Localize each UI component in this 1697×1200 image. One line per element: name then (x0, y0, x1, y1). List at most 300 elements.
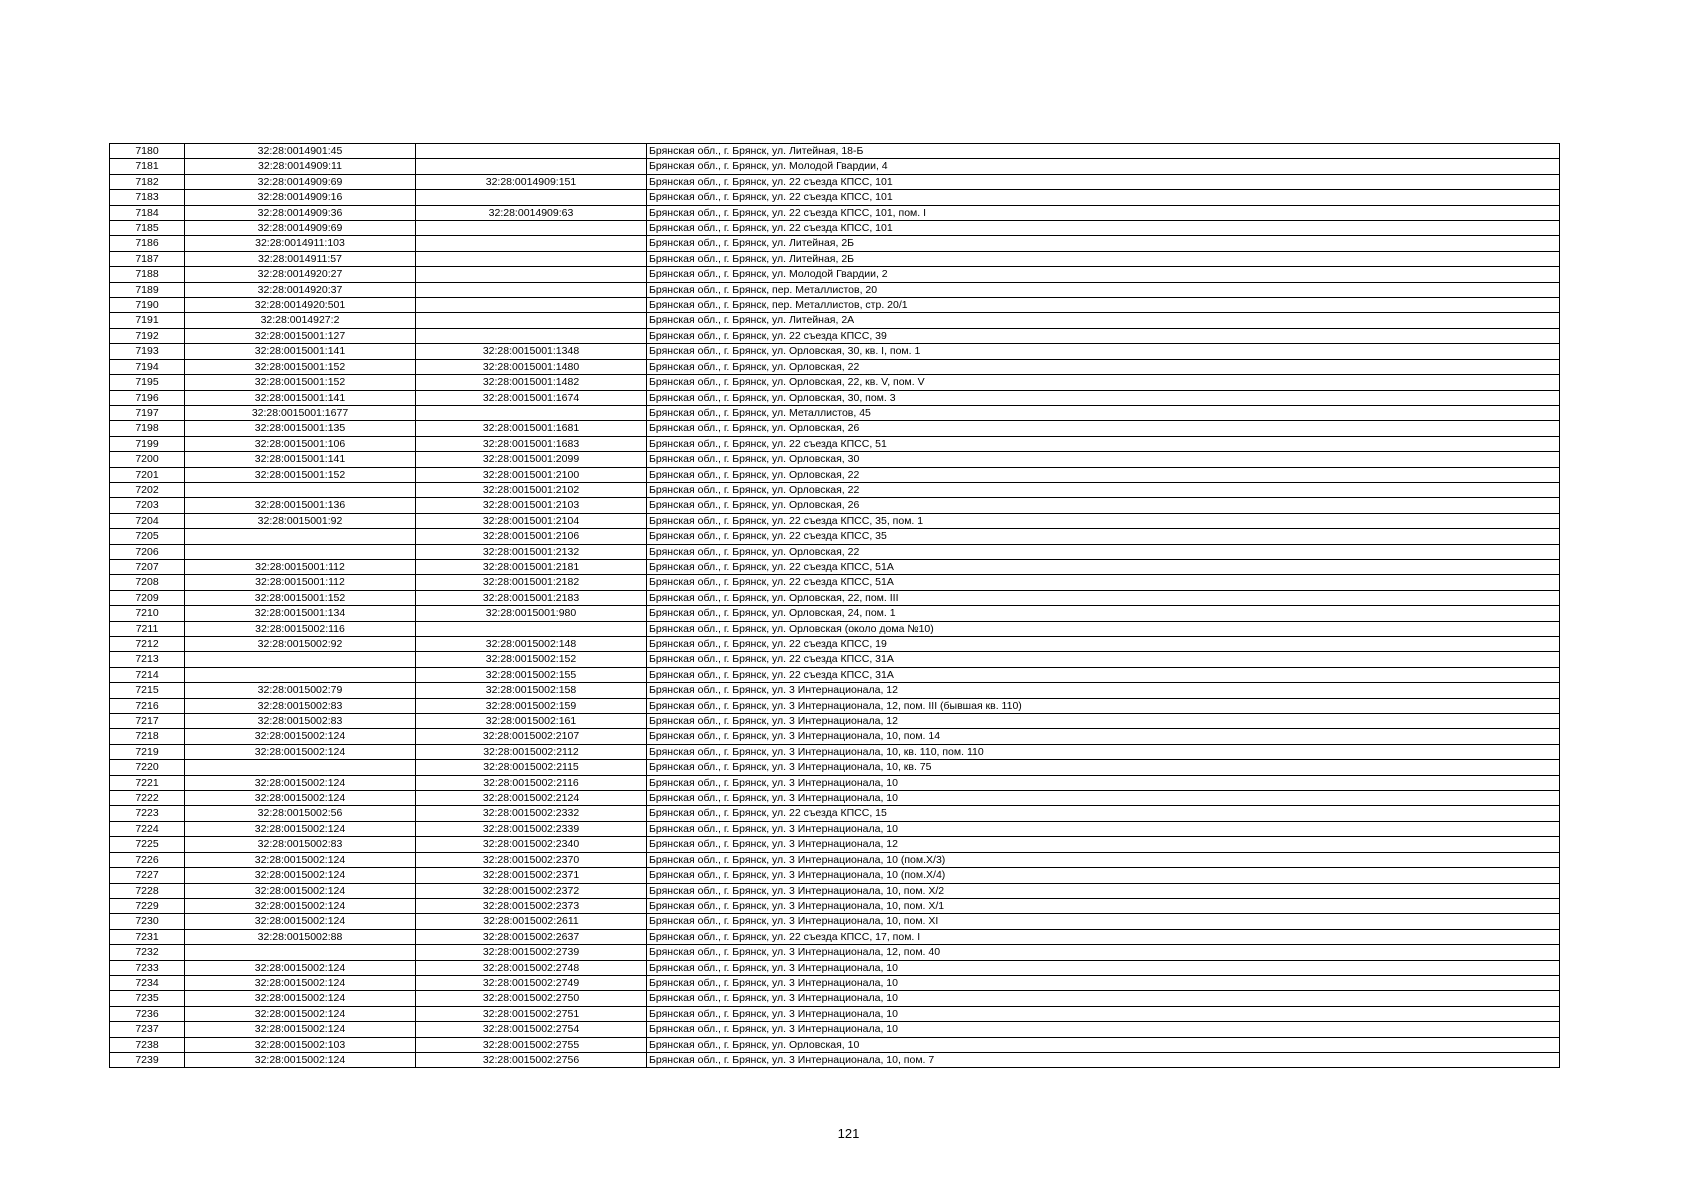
row-number-cell: 7202 (110, 482, 185, 497)
cadastral-number-cell: 32:28:0015002:124 (185, 821, 416, 836)
address-cell: Брянская обл., г. Брянск, ул. 22 съезда КПСС, 31А (647, 667, 1560, 682)
address-cell: Брянская обл., г. Брянск, ул. 3 Интернационала, 10, пом. X/1 (647, 898, 1560, 913)
row-number-cell: 7224 (110, 821, 185, 836)
premises-cadastral-number-cell: 32:28:0015002:2749 (416, 975, 647, 990)
cadastral-number-cell: 32:28:0015001:152 (185, 590, 416, 605)
premises-cadastral-number-cell (416, 221, 647, 236)
table-row (110, 667, 1560, 682)
table-row (110, 760, 1560, 775)
premises-cadastral-number-cell: 32:28:0015001:2100 (416, 467, 647, 482)
premises-cadastral-number-cell: 32:28:0015001:2183 (416, 590, 647, 605)
row-number-cell: 7187 (110, 251, 185, 266)
table-row (110, 914, 1560, 929)
address-cell: Брянская обл., г. Брянск, ул. 22 съезда КПСС, 35, пом. 1 (647, 513, 1560, 528)
row-number-cell: 7206 (110, 544, 185, 559)
premises-cadastral-number-cell (416, 159, 647, 174)
cadastral-number-cell: 32:28:0014920:27 (185, 267, 416, 282)
row-number-cell: 7239 (110, 1052, 185, 1067)
address-cell: Брянская обл., г. Брянск, ул. Орловская, 26 (647, 421, 1560, 436)
address-cell: Брянская обл., г. Брянск, ул. 3 Интернационала, 12, пом. III (бывшая кв. 110) (647, 698, 1560, 713)
premises-cadastral-number-cell (416, 621, 647, 636)
table-row (110, 714, 1560, 729)
address-cell: Брянская обл., г. Брянск, ул. 22 съезда КПСС, 101 (647, 221, 1560, 236)
cadastral-number-cell: 32:28:0015001:92 (185, 513, 416, 528)
cadastral-number-cell: 32:28:0015001:152 (185, 359, 416, 374)
cadastral-number-cell: 32:28:0015002:116 (185, 621, 416, 636)
cadastral-number-cell: 32:28:0015002:83 (185, 714, 416, 729)
address-cell: Брянская обл., г. Брянск, ул. 3 Интернационала, 10, пом. 14 (647, 729, 1560, 744)
address-cell: Брянская обл., г. Брянск, ул. 22 съезда КПСС, 31А (647, 652, 1560, 667)
table-row (110, 806, 1560, 821)
premises-cadastral-number-cell: 32:28:0015002:158 (416, 683, 647, 698)
premises-cadastral-number-cell (416, 282, 647, 297)
cadastral-number-cell: 32:28:0015002:103 (185, 1037, 416, 1052)
row-number-cell: 7181 (110, 159, 185, 174)
row-number-cell: 7212 (110, 637, 185, 652)
registry-table-body (110, 144, 1560, 1068)
cadastral-number-cell: 32:28:0015002:83 (185, 698, 416, 713)
address-cell: Брянская обл., г. Брянск, ул. Орловская, 22, пом. III (647, 590, 1560, 605)
row-number-cell: 7227 (110, 868, 185, 883)
row-number-cell: 7190 (110, 298, 185, 313)
row-number-cell: 7216 (110, 698, 185, 713)
premises-cadastral-number-cell: 32:28:0015001:1480 (416, 359, 647, 374)
table-row (110, 837, 1560, 852)
row-number-cell: 7192 (110, 328, 185, 343)
premises-cadastral-number-cell: 32:28:0015002:2107 (416, 729, 647, 744)
premises-cadastral-number-cell: 32:28:0015001:2181 (416, 559, 647, 574)
address-cell: Брянская обл., г. Брянск, ул. 22 съезда КПСС, 101 (647, 174, 1560, 189)
premises-cadastral-number-cell: 32:28:0015002:155 (416, 667, 647, 682)
address-cell: Брянская обл., г. Брянск, ул. Орловская, 22 (647, 467, 1560, 482)
row-number-cell: 7230 (110, 914, 185, 929)
cadastral-number-cell (185, 760, 416, 775)
premises-cadastral-number-cell: 32:28:0015002:152 (416, 652, 647, 667)
table-row (110, 436, 1560, 451)
address-cell: Брянская обл., г. Брянск, ул. 3 Интернационала, 10, кв. 75 (647, 760, 1560, 775)
row-number-cell: 7220 (110, 760, 185, 775)
cadastral-number-cell: 32:28:0015002:124 (185, 775, 416, 790)
table-row (110, 144, 1560, 159)
address-cell: Брянская обл., г. Брянск, ул. Молодой Гвардии, 4 (647, 159, 1560, 174)
row-number-cell: 7229 (110, 898, 185, 913)
premises-cadastral-number-cell: 32:28:0015002:2371 (416, 868, 647, 883)
row-number-cell: 7237 (110, 1022, 185, 1037)
table-row (110, 251, 1560, 266)
row-number-cell: 7232 (110, 945, 185, 960)
table-row (110, 529, 1560, 544)
premises-cadastral-number-cell (416, 313, 647, 328)
cadastral-number-cell: 32:28:0015002:124 (185, 729, 416, 744)
row-number-cell: 7196 (110, 390, 185, 405)
address-cell: Брянская обл., г. Брянск, ул. 3 Интернационала, 10 (647, 991, 1560, 1006)
cadastral-number-cell: 32:28:0014909:16 (185, 190, 416, 205)
cadastral-number-cell: 32:28:0014911:103 (185, 236, 416, 251)
premises-cadastral-number-cell: 32:28:0015002:2739 (416, 945, 647, 960)
table-row (110, 1006, 1560, 1021)
row-number-cell: 7223 (110, 806, 185, 821)
address-cell: Брянская обл., г. Брянск, ул. Литейная, 2Б (647, 236, 1560, 251)
premises-cadastral-number-cell: 32:28:0015002:2611 (416, 914, 647, 929)
cadastral-number-cell: 32:28:0014920:501 (185, 298, 416, 313)
table-row (110, 729, 1560, 744)
table-row (110, 405, 1560, 420)
table-row (110, 590, 1560, 605)
address-cell: Брянская обл., г. Брянск, ул. 22 съезда КПСС, 35 (647, 529, 1560, 544)
address-cell: Брянская обл., г. Брянск, ул. 3 Интернационала, 10 (647, 960, 1560, 975)
cadastral-number-cell: 32:28:0015001:135 (185, 421, 416, 436)
table-row (110, 205, 1560, 220)
address-cell: Брянская обл., г. Брянск, ул. 3 Интернационала, 10, пом. 7 (647, 1052, 1560, 1067)
cadastral-number-cell: 32:28:0015002:83 (185, 837, 416, 852)
premises-cadastral-number-cell: 32:28:0014909:63 (416, 205, 647, 220)
row-number-cell: 7236 (110, 1006, 185, 1021)
address-cell: Брянская обл., г. Брянск, ул. 22 съезда КПСС, 15 (647, 806, 1560, 821)
address-cell: Брянская обл., г. Брянск, ул. Орловская, 22, кв. V, пом. V (647, 375, 1560, 390)
premises-cadastral-number-cell (416, 298, 647, 313)
cadastral-number-cell (185, 667, 416, 682)
address-cell: Брянская обл., г. Брянск, ул. Орловская, 26 (647, 498, 1560, 513)
premises-cadastral-number-cell: 32:28:0015002:2340 (416, 837, 647, 852)
address-cell: Брянская обл., г. Брянск, ул. 3 Интернационала, 12 (647, 714, 1560, 729)
address-cell: Брянская обл., г. Брянск, ул. 22 съезда КПСС, 51А (647, 559, 1560, 574)
table-row (110, 991, 1560, 1006)
cadastral-number-cell (185, 652, 416, 667)
table-row (110, 282, 1560, 297)
table-row (110, 883, 1560, 898)
table-row (110, 359, 1560, 374)
premises-cadastral-number-cell: 32:28:0015002:2754 (416, 1022, 647, 1037)
address-cell: Брянская обл., г. Брянск, ул. 3 Интернационала, 10 (647, 821, 1560, 836)
premises-cadastral-number-cell: 32:28:0015002:2637 (416, 929, 647, 944)
premises-cadastral-number-cell: 32:28:0015002:2756 (416, 1052, 647, 1067)
premises-cadastral-number-cell: 32:28:0015002:2373 (416, 898, 647, 913)
address-cell: Брянская обл., г. Брянск, ул. 3 Интернационала, 10 (647, 1006, 1560, 1021)
premises-cadastral-number-cell: 32:28:0015001:2103 (416, 498, 647, 513)
row-number-cell: 7184 (110, 205, 185, 220)
row-number-cell: 7198 (110, 421, 185, 436)
row-number-cell: 7213 (110, 652, 185, 667)
row-number-cell: 7205 (110, 529, 185, 544)
address-cell: Брянская обл., г. Брянск, ул. 22 съезда КПСС, 39 (647, 328, 1560, 343)
premises-cadastral-number-cell: 32:28:0015001:2182 (416, 575, 647, 590)
row-number-cell: 7197 (110, 405, 185, 420)
premises-cadastral-number-cell: 32:28:0015002:2370 (416, 852, 647, 867)
premises-cadastral-number-cell: 32:28:0015001:2106 (416, 529, 647, 544)
cadastral-number-cell: 32:28:0015001:141 (185, 390, 416, 405)
address-cell: Брянская обл., г. Брянск, ул. 22 съезда КПСС, 101 (647, 190, 1560, 205)
table-row (110, 452, 1560, 467)
address-cell: Брянская обл., г. Брянск, ул. 3 Интернационала, 10 (пом.X/4) (647, 868, 1560, 883)
row-number-cell: 7199 (110, 436, 185, 451)
address-cell: Брянская обл., г. Брянск, ул. Орловская, 22 (647, 482, 1560, 497)
table-row (110, 683, 1560, 698)
cadastral-number-cell: 32:28:0015002:124 (185, 791, 416, 806)
premises-cadastral-number-cell: 32:28:0015002:2372 (416, 883, 647, 898)
address-cell: Брянская обл., г. Брянск, ул. 3 Интернационала, 10 (пом.X/3) (647, 852, 1560, 867)
premises-cadastral-number-cell: 32:28:0015001:1482 (416, 375, 647, 390)
premises-cadastral-number-cell: 32:28:0015002:161 (416, 714, 647, 729)
address-cell: Брянская обл., г. Брянск, пер. Металлистов, стр. 20/1 (647, 298, 1560, 313)
row-number-cell: 7207 (110, 559, 185, 574)
cadastral-number-cell: 32:28:0015002:124 (185, 883, 416, 898)
cadastral-number-cell: 32:28:0015002:124 (185, 868, 416, 883)
row-number-cell: 7233 (110, 960, 185, 975)
cadastral-number-cell: 32:28:0015001:112 (185, 559, 416, 574)
cadastral-number-cell: 32:28:0014909:11 (185, 159, 416, 174)
cadastral-number-cell: 32:28:0015001:141 (185, 452, 416, 467)
table-row (110, 513, 1560, 528)
cadastral-number-cell: 32:28:0015001:127 (185, 328, 416, 343)
cadastral-number-cell: 32:28:0014909:69 (185, 174, 416, 189)
premises-cadastral-number-cell: 32:28:0015002:2332 (416, 806, 647, 821)
cadastral-number-cell: 32:28:0015001:152 (185, 375, 416, 390)
cadastral-number-cell: 32:28:0014920:37 (185, 282, 416, 297)
address-cell: Брянская обл., г. Брянск, ул. 3 Интернационала, 10 (647, 1022, 1560, 1037)
row-number-cell: 7194 (110, 359, 185, 374)
row-number-cell: 7238 (110, 1037, 185, 1052)
table-row (110, 544, 1560, 559)
table-row (110, 190, 1560, 205)
table-row (110, 267, 1560, 282)
table-row (110, 375, 1560, 390)
table-row (110, 1052, 1560, 1067)
table-row (110, 775, 1560, 790)
row-number-cell: 7208 (110, 575, 185, 590)
row-number-cell: 7210 (110, 606, 185, 621)
cadastral-number-cell: 32:28:0015002:124 (185, 852, 416, 867)
cadastral-number-cell (185, 529, 416, 544)
cadastral-number-cell: 32:28:0015002:124 (185, 960, 416, 975)
row-number-cell: 7180 (110, 144, 185, 159)
address-cell: Брянская обл., г. Брянск, ул. Молодой Гвардии, 2 (647, 267, 1560, 282)
cadastral-number-cell: 32:28:0014911:57 (185, 251, 416, 266)
cadastral-number-cell: 32:28:0015001:112 (185, 575, 416, 590)
table-row (110, 929, 1560, 944)
premises-cadastral-number-cell: 32:28:0015001:1674 (416, 390, 647, 405)
row-number-cell: 7186 (110, 236, 185, 251)
address-cell: Брянская обл., г. Брянск, ул. Орловская (около дома №10) (647, 621, 1560, 636)
table-row (110, 821, 1560, 836)
cadastral-number-cell: 32:28:0015001:134 (185, 606, 416, 621)
table-row (110, 698, 1560, 713)
premises-cadastral-number-cell: 32:28:0015002:2748 (416, 960, 647, 975)
table-row (110, 174, 1560, 189)
premises-cadastral-number-cell: 32:28:0015002:2116 (416, 775, 647, 790)
table-row (110, 498, 1560, 513)
address-cell: Брянская обл., г. Брянск, ул. Литейная, 2Б (647, 251, 1560, 266)
table-row (110, 467, 1560, 482)
premises-cadastral-number-cell (416, 405, 647, 420)
address-cell: Брянская обл., г. Брянск, ул. 3 Интернационала, 10 (647, 791, 1560, 806)
row-number-cell: 7218 (110, 729, 185, 744)
cadastral-number-cell: 32:28:0015002:124 (185, 1052, 416, 1067)
address-cell: Брянская обл., г. Брянск, ул. 22 съезда КПСС, 19 (647, 637, 1560, 652)
row-number-cell: 7222 (110, 791, 185, 806)
cadastral-number-cell: 32:28:0015001:141 (185, 344, 416, 359)
cadastral-number-cell: 32:28:0015001:136 (185, 498, 416, 513)
cadastral-number-cell: 32:28:0014909:69 (185, 221, 416, 236)
address-cell: Брянская обл., г. Брянск, ул. Орловская, 22 (647, 544, 1560, 559)
table-row (110, 390, 1560, 405)
premises-cadastral-number-cell: 32:28:0015001:2102 (416, 482, 647, 497)
page-number: 121 (837, 1126, 860, 1141)
table-row (110, 652, 1560, 667)
address-cell: Брянская обл., г. Брянск, ул. Орловская, 22 (647, 359, 1560, 374)
cadastral-number-cell (185, 945, 416, 960)
premises-cadastral-number-cell: 32:28:0015002:2751 (416, 1006, 647, 1021)
cadastral-number-cell: 32:28:0014927:2 (185, 313, 416, 328)
premises-cadastral-number-cell: 32:28:0015002:2755 (416, 1037, 647, 1052)
row-number-cell: 7203 (110, 498, 185, 513)
table-row (110, 868, 1560, 883)
address-cell: Брянская обл., г. Брянск, ул. 3 Интернационала, 12 (647, 683, 1560, 698)
cadastral-number-cell (185, 482, 416, 497)
cadastral-number-cell: 32:28:0015002:124 (185, 991, 416, 1006)
row-number-cell: 7191 (110, 313, 185, 328)
table-row (110, 960, 1560, 975)
address-cell: Брянская обл., г. Брянск, ул. Орловская, 24, пом. 1 (647, 606, 1560, 621)
row-number-cell: 7183 (110, 190, 185, 205)
address-cell: Брянская обл., г. Брянск, ул. 22 съезда КПСС, 51 (647, 436, 1560, 451)
row-number-cell: 7200 (110, 452, 185, 467)
table-row (110, 236, 1560, 251)
row-number-cell: 7215 (110, 683, 185, 698)
table-row (110, 898, 1560, 913)
cadastral-number-cell: 32:28:0015002:79 (185, 683, 416, 698)
premises-cadastral-number-cell: 32:28:0015002:159 (416, 698, 647, 713)
row-number-cell: 7234 (110, 975, 185, 990)
cadastral-number-cell: 32:28:0015002:88 (185, 929, 416, 944)
table-row (110, 1037, 1560, 1052)
table-row (110, 328, 1560, 343)
row-number-cell: 7231 (110, 929, 185, 944)
row-number-cell: 7225 (110, 837, 185, 852)
address-cell: Брянская обл., г. Брянск, ул. Орловская, 10 (647, 1037, 1560, 1052)
row-number-cell: 7214 (110, 667, 185, 682)
premises-cadastral-number-cell: 32:28:0015002:2750 (416, 991, 647, 1006)
cadastral-number-cell: 32:28:0014901:45 (185, 144, 416, 159)
table-row (110, 298, 1560, 313)
premises-cadastral-number-cell (416, 144, 647, 159)
row-number-cell: 7193 (110, 344, 185, 359)
address-cell: Брянская обл., г. Брянск, ул. 22 съезда КПСС, 17, пом. I (647, 929, 1560, 944)
address-cell: Брянская обл., г. Брянск, пер. Металлистов, 20 (647, 282, 1560, 297)
address-cell: Брянская обл., г. Брянск, ул. 3 Интернационала, 10, пом. X/2 (647, 883, 1560, 898)
premises-cadastral-number-cell: 32:28:0015001:1348 (416, 344, 647, 359)
cadastral-number-cell: 32:28:0015002:124 (185, 1022, 416, 1037)
premises-cadastral-number-cell: 32:28:0015002:2112 (416, 744, 647, 759)
cadastral-number-cell: 32:28:0015002:124 (185, 1006, 416, 1021)
row-number-cell: 7228 (110, 883, 185, 898)
address-cell: Брянская обл., г. Брянск, ул. 3 Интернационала, 12, пом. 40 (647, 945, 1560, 960)
cadastral-number-cell: 32:28:0015002:56 (185, 806, 416, 821)
address-cell: Брянская обл., г. Брянск, ул. 22 съезда КПСС, 101, пом. I (647, 205, 1560, 220)
table-row (110, 975, 1560, 990)
row-number-cell: 7211 (110, 621, 185, 636)
row-number-cell: 7188 (110, 267, 185, 282)
premises-cadastral-number-cell: 32:28:0015002:148 (416, 637, 647, 652)
address-cell: Брянская обл., г. Брянск, ул. 3 Интернационала, 10, кв. 110, пом. 110 (647, 744, 1560, 759)
registry-table (109, 143, 1560, 1068)
table-row (110, 313, 1560, 328)
address-cell: Брянская обл., г. Брянск, ул. Металлистов, 45 (647, 405, 1560, 420)
cadastral-number-cell: 32:28:0015001:1677 (185, 405, 416, 420)
row-number-cell: 7195 (110, 375, 185, 390)
row-number-cell: 7189 (110, 282, 185, 297)
row-number-cell: 7217 (110, 714, 185, 729)
cadastral-number-cell: 32:28:0014909:36 (185, 205, 416, 220)
table-row (110, 344, 1560, 359)
table-row (110, 482, 1560, 497)
row-number-cell: 7226 (110, 852, 185, 867)
row-number-cell: 7235 (110, 991, 185, 1006)
premises-cadastral-number-cell: 32:28:0015002:2339 (416, 821, 647, 836)
row-number-cell: 7209 (110, 590, 185, 605)
row-number-cell: 7221 (110, 775, 185, 790)
address-cell: Брянская обл., г. Брянск, ул. Литейная, 18-Б (647, 144, 1560, 159)
address-cell: Брянская обл., г. Брянск, ул. 3 Интернационала, 10 (647, 775, 1560, 790)
premises-cadastral-number-cell: 32:28:0015001:2132 (416, 544, 647, 559)
cadastral-number-cell: 32:28:0015001:152 (185, 467, 416, 482)
cadastral-number-cell: 32:28:0015002:92 (185, 637, 416, 652)
premises-cadastral-number-cell (416, 251, 647, 266)
table-row (110, 575, 1560, 590)
table-row (110, 159, 1560, 174)
row-number-cell: 7219 (110, 744, 185, 759)
row-number-cell: 7182 (110, 174, 185, 189)
premises-cadastral-number-cell (416, 267, 647, 282)
cadastral-number-cell: 32:28:0015002:124 (185, 898, 416, 913)
row-number-cell: 7201 (110, 467, 185, 482)
address-cell: Брянская обл., г. Брянск, ул. Орловская, 30, пом. 3 (647, 390, 1560, 405)
premises-cadastral-number-cell (416, 236, 647, 251)
table-row (110, 606, 1560, 621)
table-row (110, 637, 1560, 652)
table-row (110, 621, 1560, 636)
address-cell: Брянская обл., г. Брянск, ул. 3 Интернационала, 10 (647, 975, 1560, 990)
table-row (110, 791, 1560, 806)
table-row (110, 421, 1560, 436)
address-cell: Брянская обл., г. Брянск, ул. Орловская, 30 (647, 452, 1560, 467)
premises-cadastral-number-cell: 32:28:0015002:2124 (416, 791, 647, 806)
address-cell: Брянская обл., г. Брянск, ул. 3 Интернационала, 12 (647, 837, 1560, 852)
cadastral-number-cell: 32:28:0015001:106 (185, 436, 416, 451)
row-number-cell: 7185 (110, 221, 185, 236)
premises-cadastral-number-cell: 32:28:0015001:2104 (416, 513, 647, 528)
address-cell: Брянская обл., г. Брянск, ул. 22 съезда КПСС, 51А (647, 575, 1560, 590)
row-number-cell: 7204 (110, 513, 185, 528)
table-row (110, 1022, 1560, 1037)
address-cell: Брянская обл., г. Брянск, ул. Орловская, 30, кв. I, пом. 1 (647, 344, 1560, 359)
premises-cadastral-number-cell: 32:28:0015001:980 (416, 606, 647, 621)
premises-cadastral-number-cell (416, 328, 647, 343)
table-row (110, 945, 1560, 960)
premises-cadastral-number-cell: 32:28:0015001:2099 (416, 452, 647, 467)
premises-cadastral-number-cell: 32:28:0015002:2115 (416, 760, 647, 775)
premises-cadastral-number-cell (416, 190, 647, 205)
premises-cadastral-number-cell: 32:28:0015001:1683 (416, 436, 647, 451)
cadastral-number-cell (185, 544, 416, 559)
address-cell: Брянская обл., г. Брянск, ул. 3 Интернационала, 10, пом. XI (647, 914, 1560, 929)
cadastral-number-cell: 32:28:0015002:124 (185, 914, 416, 929)
cadastral-number-cell: 32:28:0015002:124 (185, 975, 416, 990)
table-row (110, 744, 1560, 759)
address-cell: Брянская обл., г. Брянск, ул. Литейная, 2А (647, 313, 1560, 328)
cadastral-number-cell: 32:28:0015002:124 (185, 744, 416, 759)
premises-cadastral-number-cell: 32:28:0015001:1681 (416, 421, 647, 436)
premises-cadastral-number-cell: 32:28:0014909:151 (416, 174, 647, 189)
